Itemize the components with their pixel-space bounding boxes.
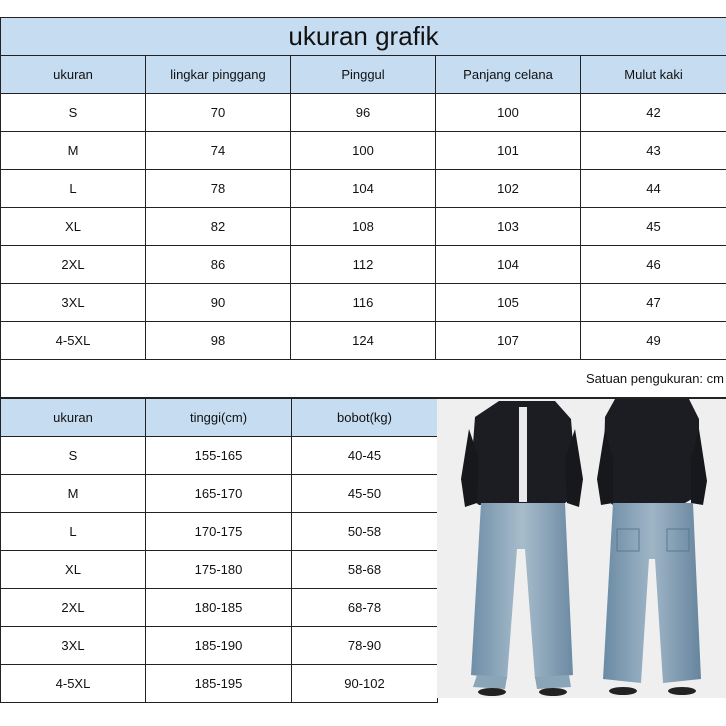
size-table [0,17,726,360]
table-cell: S [1,94,146,132]
table-cell: 105 [436,284,581,322]
table-cell: 45 [581,208,726,246]
column-header: tinggi(cm) [146,399,292,437]
table-cell: 42 [581,94,726,132]
table-cell: 175-180 [146,551,292,589]
product-photo [437,398,726,698]
table-cell: 165-170 [146,475,292,513]
table-cell: 50-58 [292,513,438,551]
table-cell: L [1,170,146,208]
table-cell: 107 [436,322,581,360]
table-cell: 4-5XL [1,665,146,703]
table-cell: 4-5XL [1,322,146,360]
table-cell: 103 [436,208,581,246]
table-cell: 112 [291,246,436,284]
table-row [1,132,726,170]
table-cell: XL [1,208,146,246]
table-row [1,246,726,284]
table-row [1,513,438,551]
fit-table [0,398,438,703]
page-title: ukuran grafik [1,18,726,56]
table-cell: 170-175 [146,513,292,551]
size-table-header [1,56,726,94]
table-cell: 104 [291,170,436,208]
table-cell: 124 [291,322,436,360]
table-row [1,284,726,322]
table-cell: S [1,437,146,475]
table-cell: XL [1,551,146,589]
table-cell: 47 [581,284,726,322]
column-header: Mulut kaki [581,56,726,94]
table-cell: 45-50 [292,475,438,513]
table-row [1,322,726,360]
column-header: Pinggul [291,56,436,94]
table-cell: 155-165 [146,437,292,475]
table-cell: 70 [146,94,291,132]
table-row [1,437,438,475]
column-header: Panjang celana [436,56,581,94]
table-cell: 68-78 [292,589,438,627]
table-cell: 90-102 [292,665,438,703]
table-row [1,170,726,208]
table-cell: 102 [436,170,581,208]
table-cell: 3XL [1,284,146,322]
table-cell: 96 [291,94,436,132]
bottom-section [0,398,726,717]
table-cell: 104 [436,246,581,284]
column-header: lingkar pinggang [146,56,291,94]
table-cell: 58-68 [292,551,438,589]
table-cell: M [1,475,146,513]
table-row [1,551,438,589]
table-cell: 180-185 [146,589,292,627]
table-cell: M [1,132,146,170]
table-cell: 108 [291,208,436,246]
table-cell: 44 [581,170,726,208]
table-cell: 116 [291,284,436,322]
table-cell: 2XL [1,246,146,284]
table-cell: 3XL [1,627,146,665]
table-cell: 82 [146,208,291,246]
column-header: ukuran [1,399,146,437]
table-cell: 101 [436,132,581,170]
table-cell: 78-90 [292,627,438,665]
table-cell: 46 [581,246,726,284]
table-cell: 98 [146,322,291,360]
table-cell: 100 [436,94,581,132]
unit-note: Satuan pengukuran: cm [1,360,726,398]
table-cell: 86 [146,246,291,284]
table-cell: 90 [146,284,291,322]
jeans-model-illustration [437,399,726,698]
table-row [1,589,438,627]
table-cell: 40-45 [292,437,438,475]
table-cell: 185-190 [146,627,292,665]
table-row [1,627,438,665]
column-header: ukuran [1,56,146,94]
unit-note-table [0,360,726,398]
table-row [1,665,438,703]
table-cell: 2XL [1,589,146,627]
fit-table-header [1,399,438,437]
table-cell: 49 [581,322,726,360]
table-cell: 43 [581,132,726,170]
table-cell: 74 [146,132,291,170]
table-cell: 185-195 [146,665,292,703]
column-header: bobot(kg) [292,399,438,437]
table-row [1,475,438,513]
table-cell: 100 [291,132,436,170]
table-cell: 78 [146,170,291,208]
table-row [1,208,726,246]
size-chart [0,17,726,717]
table-cell: L [1,513,146,551]
table-row [1,94,726,132]
